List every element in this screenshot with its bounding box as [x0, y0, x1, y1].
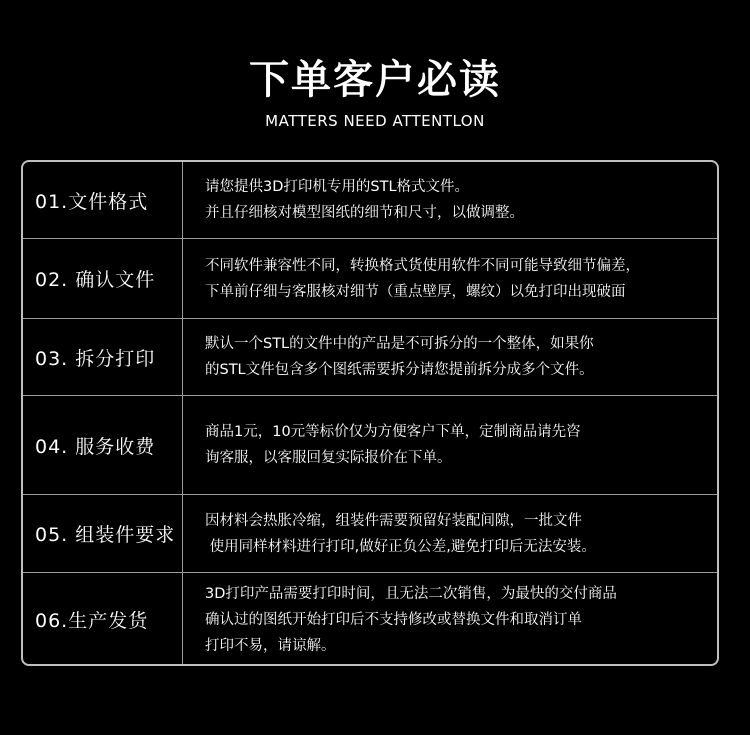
row-label: 03. 拆分打印	[23, 319, 183, 395]
row-label: 05. 组装件要求	[23, 495, 183, 572]
notice-row-shipping	[23, 572, 717, 666]
notice-row-service-fee	[23, 395, 717, 494]
row-line: 不同软件兼容性不同，转换格式货使用软件不同可能导致细节偏差，	[205, 257, 640, 274]
row-content	[183, 162, 717, 238]
row-line: 下单前仔细与客服核对细节（重点壁厚，螺纹）以免打印出现破面	[205, 283, 626, 300]
page-subtitle: MATTERS NEED ATTENTLON	[265, 112, 485, 130]
row-line: 3D打印产品需要打印时间，且无法二次销售，为最快的交付商品	[205, 585, 617, 602]
notice-table	[21, 160, 719, 666]
notice-row-assembly	[23, 494, 717, 572]
row-label: 06.生产发货	[23, 573, 183, 666]
page-title: 下单客户必读	[249, 57, 501, 103]
notice-row-split-print	[23, 318, 717, 395]
row-line: 询客服，以客服回复实际报价在下单。	[205, 450, 452, 466]
row-label: 01.文件格式	[23, 162, 183, 238]
row-line: 确认过的图纸开始打印后不支持修改或替换文件和取消订单	[205, 611, 582, 628]
row-label: 02. 确认文件	[23, 239, 183, 318]
row-line: 打印不易，请谅解。	[205, 637, 336, 654]
row-line: 商品1元，10元等标价仅为方便客户下单，定制商品请先咨	[205, 424, 581, 440]
row-line: 使用同样材料进行打印,做好正负公差,避免打印后无法安装。	[205, 538, 596, 555]
row-content	[183, 495, 717, 572]
row-line: 默认一个STL的文件中的产品是不可拆分的一个整体，如果你	[205, 336, 594, 352]
notice-row-file-format	[23, 162, 717, 238]
row-line: 因材料会热胀冷缩，组装件需要预留好装配间隙，一批文件	[205, 512, 582, 529]
row-line: 请您提供3D打印机专用的STL格式文件。	[205, 179, 470, 195]
row-line: 的STL文件包含多个图纸需要拆分请您提前拆分成多个文件。	[205, 362, 594, 378]
row-content	[183, 396, 717, 494]
row-line: 并且仔细核对模型图纸的细节和尺寸，以做调整。	[205, 205, 524, 221]
row-content	[183, 239, 717, 318]
row-content	[183, 573, 717, 666]
row-label: 04. 服务收费	[23, 396, 183, 494]
row-content	[183, 319, 717, 395]
notice-row-confirm-file	[23, 238, 717, 318]
